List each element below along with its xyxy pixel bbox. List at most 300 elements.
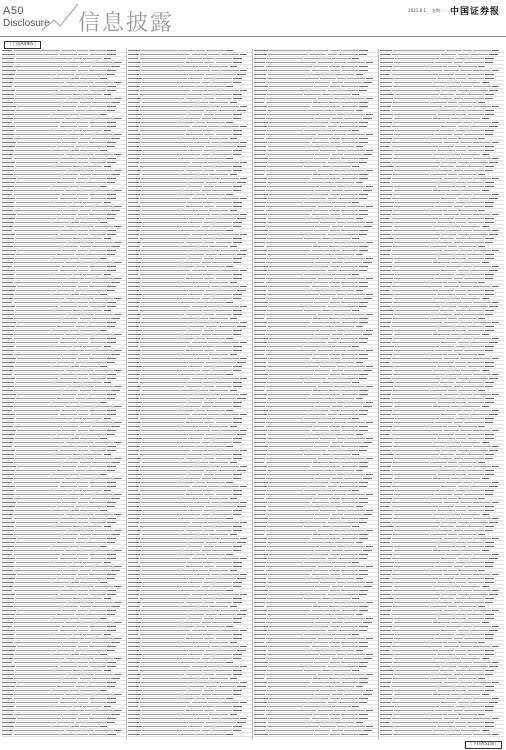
table-cell xyxy=(100,258,107,259)
table-cell xyxy=(211,70,219,71)
table-cell xyxy=(366,638,372,639)
table-cell xyxy=(128,534,140,535)
table-cell xyxy=(107,158,116,159)
table-cell xyxy=(309,126,326,127)
table-cell xyxy=(128,406,141,407)
table-cell xyxy=(392,486,440,487)
table-cell xyxy=(439,326,454,327)
table-cell xyxy=(240,358,247,359)
table-cell xyxy=(356,362,364,363)
table-cell xyxy=(380,134,393,135)
table-cell xyxy=(380,618,393,619)
table-cell xyxy=(473,266,491,267)
table-cell xyxy=(189,110,204,111)
table-cell xyxy=(203,490,214,491)
table-cell xyxy=(395,562,439,563)
table-cell xyxy=(2,714,13,715)
table-cell xyxy=(128,494,141,495)
table-cell xyxy=(325,470,334,471)
table-cell xyxy=(359,606,368,607)
table-cell xyxy=(440,382,454,383)
table-cell xyxy=(266,210,312,211)
table-cell xyxy=(2,362,15,363)
table-cell xyxy=(2,394,16,395)
table-cell xyxy=(107,486,115,487)
table-cell xyxy=(254,530,265,531)
table-cell xyxy=(192,162,208,163)
table-cell xyxy=(334,602,346,603)
table-cell xyxy=(14,534,62,535)
table-cell xyxy=(14,262,64,263)
table-cell xyxy=(15,62,67,63)
table-cell xyxy=(76,542,86,543)
table-cell xyxy=(140,670,186,671)
table-cell xyxy=(104,58,112,59)
table-cell xyxy=(226,482,233,483)
table-cell xyxy=(332,730,343,731)
table-cell xyxy=(211,538,219,539)
table-cell xyxy=(467,398,484,399)
table-cell xyxy=(128,154,141,155)
table-cell xyxy=(440,490,454,491)
table-cell xyxy=(478,318,485,319)
table-cell xyxy=(478,354,485,355)
table-cell xyxy=(330,230,340,231)
table-cell xyxy=(307,470,324,471)
table-cell xyxy=(233,418,242,419)
table-cell xyxy=(314,374,328,375)
table-cell xyxy=(363,154,373,155)
table-cell xyxy=(268,322,310,323)
table-cell xyxy=(254,182,266,183)
table-cell xyxy=(16,558,58,559)
table-cell xyxy=(352,526,359,527)
table-cell xyxy=(329,246,340,247)
table-cell xyxy=(128,658,141,659)
table-cell xyxy=(140,578,188,579)
table-cell xyxy=(233,454,242,455)
table-cell xyxy=(267,634,303,635)
table-cell xyxy=(325,722,334,723)
table-cell xyxy=(454,62,464,63)
table-cell xyxy=(309,90,326,91)
table-cell xyxy=(15,186,51,187)
table-cell xyxy=(254,178,267,179)
table-cell xyxy=(237,74,247,75)
table-cell xyxy=(111,498,121,499)
table-cell xyxy=(359,570,368,571)
table-cell xyxy=(269,518,313,519)
table-cell xyxy=(100,438,107,439)
table-cell xyxy=(68,242,84,243)
table-cell xyxy=(2,226,13,227)
table-cell xyxy=(128,610,140,611)
table-cell xyxy=(17,574,61,575)
table-cell xyxy=(140,434,188,435)
table-cell xyxy=(128,686,139,687)
table-cell xyxy=(209,210,228,211)
table-cell xyxy=(16,382,54,383)
table-cell xyxy=(467,254,484,255)
table-cell xyxy=(2,690,14,691)
table-cell xyxy=(254,430,267,431)
table-cell xyxy=(254,278,265,279)
table-cell xyxy=(107,198,115,199)
table-cell xyxy=(233,458,241,459)
table-cell xyxy=(309,162,326,163)
table-cell xyxy=(89,358,106,359)
table-cell xyxy=(68,314,84,315)
table-cell xyxy=(266,642,312,643)
table-cell xyxy=(107,518,116,519)
table-cell xyxy=(66,658,82,659)
table-cell xyxy=(141,122,177,123)
table-cell xyxy=(89,158,106,159)
table-cell xyxy=(226,590,233,591)
table-cell xyxy=(441,90,456,91)
table-cell xyxy=(212,262,232,263)
table-cell xyxy=(473,50,491,51)
table-cell xyxy=(233,166,242,167)
table-cell xyxy=(473,374,491,375)
table-cell xyxy=(440,526,454,527)
table-cell xyxy=(313,606,328,607)
table-cell xyxy=(57,578,74,579)
table-cell xyxy=(206,302,225,303)
table-cell xyxy=(394,98,434,99)
table-cell xyxy=(266,278,316,279)
table-cell xyxy=(178,338,194,339)
table-cell xyxy=(435,530,452,531)
table-row xyxy=(254,733,378,737)
table-cell xyxy=(86,182,106,183)
table-cell xyxy=(458,378,469,379)
table-cell xyxy=(456,186,466,187)
table-cell xyxy=(441,270,456,271)
table-cell xyxy=(254,570,264,571)
table-cell xyxy=(268,398,306,399)
table-cell xyxy=(140,634,186,635)
table-cell xyxy=(142,226,182,227)
table-cell xyxy=(86,362,106,363)
table-cell xyxy=(322,526,331,527)
table-cell xyxy=(140,702,190,703)
table-cell xyxy=(209,534,228,535)
table-cell xyxy=(363,118,373,119)
table-cell xyxy=(2,402,14,403)
table-cell xyxy=(208,126,220,127)
table-cell xyxy=(359,210,368,211)
table-cell xyxy=(89,446,106,447)
table-cell xyxy=(142,458,184,459)
table-cell xyxy=(485,710,493,711)
table-cell xyxy=(312,430,330,431)
table-cell xyxy=(254,386,265,387)
table-cell xyxy=(92,498,110,499)
table-cell xyxy=(100,654,107,655)
table-cell xyxy=(143,402,187,403)
table-cell xyxy=(325,254,334,255)
table-cell xyxy=(338,378,358,379)
table-cell xyxy=(55,310,72,311)
table-cell xyxy=(460,430,472,431)
table-cell xyxy=(83,274,102,275)
table-cell xyxy=(380,666,391,667)
table-cell xyxy=(489,702,499,703)
table-cell xyxy=(142,678,180,679)
table-cell xyxy=(2,270,15,271)
table-cell xyxy=(328,198,338,199)
continued-from-label: （上接A49版） xyxy=(4,41,41,49)
table-cell xyxy=(62,538,76,539)
table-cell xyxy=(328,306,338,307)
table-cell xyxy=(473,538,491,539)
table-cell xyxy=(485,218,494,219)
table-cell xyxy=(206,338,225,339)
table-cell xyxy=(485,78,493,79)
table-cell xyxy=(334,494,346,495)
table-cell xyxy=(451,154,460,155)
table-cell xyxy=(14,86,60,87)
table-cell xyxy=(128,594,139,595)
table-cell xyxy=(192,558,208,559)
table-cell xyxy=(128,350,141,351)
table-cell xyxy=(267,546,319,547)
table-cell xyxy=(128,238,138,239)
table-cell xyxy=(80,438,99,439)
table-cell xyxy=(492,158,499,159)
table-cell xyxy=(489,198,499,199)
table-cell xyxy=(456,346,466,347)
table-cell xyxy=(254,418,266,419)
table-cell xyxy=(2,678,13,679)
table-cell xyxy=(318,422,334,423)
table-cell xyxy=(468,258,484,259)
table-cell xyxy=(78,466,88,467)
table-cell xyxy=(254,350,265,351)
table-cell xyxy=(467,290,484,291)
table-cell xyxy=(143,618,187,619)
table-cell xyxy=(226,158,233,159)
table-cell xyxy=(95,262,113,263)
table-cell xyxy=(100,510,107,511)
table-cell xyxy=(254,82,265,83)
table-cell xyxy=(359,86,368,87)
table-cell xyxy=(78,54,88,55)
table-cell xyxy=(226,410,233,411)
table-cell xyxy=(266,298,314,299)
table-cell xyxy=(2,426,13,427)
table-cell xyxy=(456,546,466,547)
table-cell xyxy=(95,406,113,407)
table-cell xyxy=(57,326,74,327)
table-cell xyxy=(468,546,484,547)
table-cell xyxy=(61,338,76,339)
table-cell xyxy=(394,638,434,639)
table-cell xyxy=(458,714,477,715)
table-cell xyxy=(107,506,115,507)
table-cell xyxy=(394,114,436,115)
table-cell xyxy=(254,586,265,587)
table-cell xyxy=(332,634,351,635)
table-cell xyxy=(438,330,456,331)
table-cell xyxy=(441,234,456,235)
table-cell xyxy=(266,66,312,67)
table-cell xyxy=(478,102,485,103)
table-cell xyxy=(15,78,51,79)
table-cell xyxy=(435,170,452,171)
table-cell xyxy=(380,518,392,519)
table-cell xyxy=(380,718,391,719)
table-cell xyxy=(473,122,491,123)
table-cell xyxy=(393,446,445,447)
table-cell xyxy=(330,70,340,71)
table-cell xyxy=(356,614,364,615)
table-cell xyxy=(142,298,182,299)
table-cell xyxy=(267,382,303,383)
table-cell xyxy=(439,542,454,543)
table-cell xyxy=(90,486,106,487)
table-cell xyxy=(140,558,190,559)
table-cell xyxy=(451,334,460,335)
table-cell xyxy=(330,698,340,699)
table-cell xyxy=(254,114,266,115)
table-cell xyxy=(2,254,15,255)
table-cell xyxy=(140,598,186,599)
table-cell xyxy=(313,66,328,67)
table-cell xyxy=(341,302,358,303)
table-cell xyxy=(430,210,446,211)
table-cell xyxy=(52,582,68,583)
table-cell xyxy=(439,578,454,579)
table-cell xyxy=(320,114,336,115)
table-cell xyxy=(73,598,82,599)
table-cell xyxy=(304,598,320,599)
table-cell xyxy=(2,422,14,423)
table-cell xyxy=(66,298,82,299)
table-cell xyxy=(194,322,210,323)
table-cell xyxy=(337,402,345,403)
table-cell xyxy=(359,414,367,415)
table-cell xyxy=(2,306,15,307)
table-cell xyxy=(492,374,499,375)
table-cell xyxy=(448,534,457,535)
table-cell xyxy=(268,542,306,543)
table-cell xyxy=(448,462,457,463)
table-cell xyxy=(143,78,187,79)
table-cell xyxy=(470,54,488,55)
table-cell xyxy=(2,574,16,575)
table-cell xyxy=(444,574,460,575)
table-cell xyxy=(320,222,336,223)
table-cell xyxy=(208,522,220,523)
table-cell xyxy=(268,306,308,307)
table-cell xyxy=(140,54,190,55)
table-cell xyxy=(140,414,190,415)
table-cell xyxy=(337,690,345,691)
table-cell xyxy=(61,410,76,411)
table-cell xyxy=(489,342,499,343)
table-cell xyxy=(380,554,392,555)
table-cell xyxy=(55,346,72,347)
table-cell xyxy=(463,590,471,591)
table-cell xyxy=(211,106,219,107)
table-cell xyxy=(267,166,303,167)
table-cell xyxy=(73,454,82,455)
table-cell xyxy=(268,290,306,291)
table-cell xyxy=(78,342,88,343)
table-cell xyxy=(230,642,238,643)
table-cell xyxy=(80,390,91,391)
table-cell xyxy=(199,462,208,463)
table-cell xyxy=(60,666,78,667)
table-cell xyxy=(464,98,484,99)
table-cell xyxy=(460,322,472,323)
table-cell xyxy=(2,430,16,431)
table-cell xyxy=(468,114,484,115)
table-cell xyxy=(435,134,452,135)
table-cell xyxy=(254,434,266,435)
table-cell xyxy=(454,422,464,423)
table-cell xyxy=(380,670,394,671)
table-cell xyxy=(83,562,102,563)
table-cell xyxy=(380,698,392,699)
table-cell xyxy=(359,678,368,679)
table-cell xyxy=(221,90,239,91)
table-cell xyxy=(254,102,264,103)
table-cell xyxy=(107,302,116,303)
table-cell xyxy=(128,102,140,103)
table-cell xyxy=(78,142,88,143)
table-cell xyxy=(380,366,393,367)
table-cell xyxy=(461,406,480,407)
table-cell xyxy=(128,606,140,607)
table-cell xyxy=(341,518,358,519)
table-cell xyxy=(55,202,72,203)
table-cell xyxy=(435,386,452,387)
table-cell xyxy=(16,94,54,95)
table-cell xyxy=(492,286,498,287)
table-cell xyxy=(143,582,187,583)
table-cell xyxy=(141,358,193,359)
table-cell xyxy=(318,278,334,279)
table-cell xyxy=(266,82,314,83)
table-cell xyxy=(2,466,16,467)
table-cell xyxy=(489,378,499,379)
table-cell xyxy=(482,658,490,659)
table-cell xyxy=(380,170,393,171)
table-cell xyxy=(430,426,446,427)
table-cell xyxy=(15,710,67,711)
table-cell xyxy=(92,462,110,463)
table-cell xyxy=(52,114,68,115)
table-cell xyxy=(347,566,365,567)
table-cell xyxy=(209,606,228,607)
table-cell xyxy=(73,382,82,383)
table-cell xyxy=(104,94,112,95)
table-cell xyxy=(237,506,247,507)
table-cell xyxy=(393,138,429,139)
table-cell xyxy=(266,334,314,335)
table-cell xyxy=(485,582,493,583)
table-cell xyxy=(352,382,359,383)
table-cell xyxy=(16,418,54,419)
table-cell xyxy=(2,230,12,231)
table-cell xyxy=(128,710,141,711)
table-cell xyxy=(128,694,141,695)
table-cell xyxy=(62,142,76,143)
table-cell xyxy=(359,662,368,663)
